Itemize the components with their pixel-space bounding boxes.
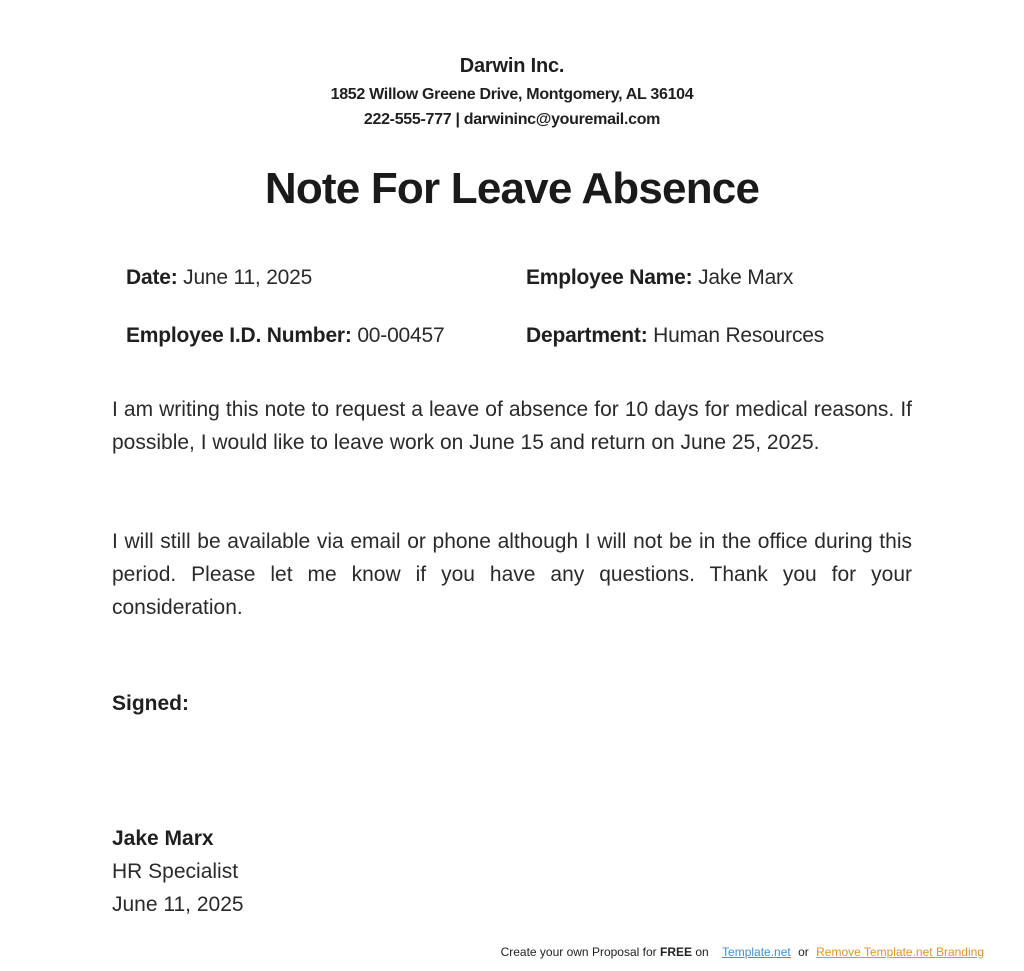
employee-name-field bbox=[526, 266, 793, 290]
branding-footer bbox=[501, 945, 984, 959]
body-paragraph-2: I will still be available via email or phone although I will not be in the office during this period. Please let me know if you have any questions. Thank you for your consideration. bbox=[112, 530, 912, 619]
department-field bbox=[526, 324, 824, 348]
company-address: 1852 Willow Greene Drive, Montgomery, AL 36104 bbox=[330, 86, 694, 103]
footer-free: FREE bbox=[659, 945, 692, 959]
signed-label: Signed: bbox=[112, 692, 189, 715]
employee-name-label: Employee Name: bbox=[526, 266, 693, 289]
body-paragraph-1: I am writing this note to request a leave of absence for 10 days for medical reasons. If possible, I would like to leave work on June 15 and return on June 25, 2025. bbox=[112, 398, 912, 454]
signature-role: HR Specialist bbox=[112, 860, 239, 883]
footer-prefix: Create your own Proposal for bbox=[500, 945, 660, 959]
employee-id-label: Employee I.D. Number: bbox=[126, 324, 352, 347]
footer-or: or bbox=[798, 945, 809, 959]
remove-branding-link[interactable]: Remove Template.net Branding bbox=[816, 945, 984, 959]
signature-block bbox=[112, 822, 244, 921]
company-name: Darwin Inc. bbox=[459, 55, 565, 77]
date-value: June 11, 2025 bbox=[183, 266, 313, 289]
date-field bbox=[126, 266, 312, 290]
employee-id-field bbox=[126, 324, 444, 348]
company-contact: 222-555-777 | darwininc@youremail.com bbox=[363, 111, 661, 128]
signature-name: Jake Marx bbox=[112, 827, 214, 850]
footer-on: on bbox=[692, 945, 709, 959]
template-net-link[interactable]: Template.net bbox=[722, 945, 791, 959]
employee-name-value: Jake Marx bbox=[698, 266, 794, 289]
signature-date: June 11, 2025 bbox=[112, 893, 244, 916]
document-title: Note For Leave Absence bbox=[264, 164, 760, 213]
date-label: Date: bbox=[126, 266, 178, 289]
employee-id-value: 00-00457 bbox=[357, 324, 445, 347]
department-value: Human Resources bbox=[653, 324, 825, 347]
department-label: Department: bbox=[526, 324, 648, 347]
